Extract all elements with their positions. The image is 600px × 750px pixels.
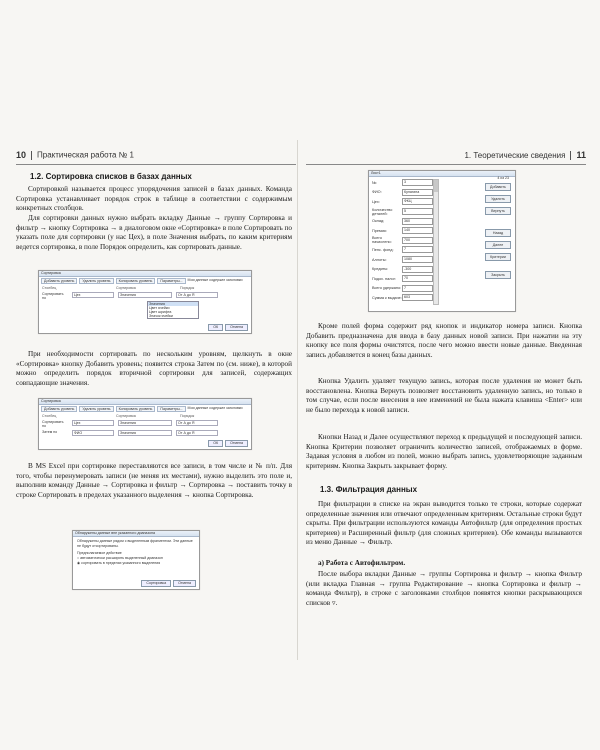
page-number: 10 [16,150,27,160]
criteria-button[interactable]: Критерии [485,253,511,261]
paragraph: После выбора вкладки Данные → группы Сортировка и фильтр → кнопка Фильтр (или вкладка Главная → группа Редактирование → кнопка Сортировка и фильтр → команда Фильтр), в строке с заголовками столбцов появятся кнопки раскрывающихся списков ▿. [306,570,582,607]
dropdown-option[interactable]: Значок ячейки [149,314,173,318]
sort-on-dropdown-list [147,301,199,319]
copy-level-button[interactable]: Копировать уровень [116,406,156,412]
sort-on-select[interactable]: Значения [118,420,172,426]
field-label: Сумма к выдаче: [372,295,402,300]
ok-button[interactable]: ОК [208,440,223,447]
dialog-title: Обнаружены данные вне указанного диапазона [73,531,199,537]
form-fields [369,178,433,303]
left-page [16,150,296,650]
cancel-button[interactable]: Отмена [225,440,248,447]
field-label: Подох. налог: [372,276,397,281]
field-input[interactable]: 70 [402,275,433,282]
field-label: Количество деталей: [372,207,393,216]
paragraph: Кроме полей форма содержит ряд кнопок и индикатор номера записи. Кнопка Добавить предназначена для ввода в базу данных новой записи. При нажатии на эту кнопку все поля формы очистятся, после чего можно ввести новые данные. Введенная запись добавляется в конец базы данных. [306,322,582,359]
row-label: Затем по [42,430,58,434]
dropdown-option[interactable]: Цвет ячейки [149,306,170,310]
paragraph: Кнопки Назад и Далее осуществляют переход к предыдущей и последующей записи. Кнопка Критерии позволяет ограничить количество записей, отображаемых в форме. Задавая условия в любом из полей, можно выбрать запись, удовлетворяющие заданным критериям. Кнопка Закрыть закрывает форму. [306,433,582,470]
page-number: 11 [576,150,586,160]
field-label: Кредиты: [372,267,389,272]
ok-button[interactable]: ОК [208,324,223,331]
field-label: Всего удержано: [372,286,402,291]
order-select[interactable]: От А до Я [176,430,218,436]
form-title: Лист1 [369,171,515,177]
gutter [297,140,298,660]
field-input[interactable]: 1080 [402,256,433,263]
sort-dialog-two-levels-figure [38,398,252,450]
paragraph: В MS Excel при сортировке переставляются все записи, в том числе и № п/п. Для того, чтобы перенумеровать записи (не меняя их местами), нужно выделить это поле и, выполнив команду Данные → Сортировка и фильтр → Сортировка → поставить точку в строке Сортировать в пределах указанного выделения → кнопка Сортировка. [16,462,292,499]
add-record-button[interactable]: Добавить [485,183,511,191]
column-select[interactable]: Цех [72,292,114,298]
row-label: Сортировать по [42,292,64,300]
field-input[interactable]: 603 [402,294,433,301]
headers-checkbox-label[interactable]: Мои данные содержат заголовки [187,278,243,282]
field-input[interactable]: 700 [402,237,433,244]
column-header: Порядок [180,414,195,418]
dropdown-option[interactable]: Значения [148,302,198,306]
add-level-button[interactable]: Добавить уровень [41,278,77,284]
field-input[interactable]: ФКЦ [402,198,433,205]
field-input[interactable]: 7 [402,246,433,253]
column-select[interactable]: Цех [72,420,114,426]
field-label: ФИО: [372,190,382,195]
right-page-header [306,150,586,165]
field-label: №: [372,180,378,185]
dialog-prompt: Предполагаемое действие [77,551,122,555]
dialog-message: Обнаружены данные рядом с выделенным фрагментом. Эти данные не будут отсортированы. [77,539,193,548]
options-button[interactable]: Параметры... [157,406,185,412]
field-label: Оклад: [372,219,385,224]
add-level-button[interactable]: Добавить уровень [41,406,77,412]
column-header: Порядок [180,286,195,290]
sort-on-select[interactable]: Значения [118,292,172,298]
paragraph: Кнопка Удалить удаляет текущую запись, которая после удаления не может быть восстановлена. Кнопка Вернуть позволяет восстановить удаленную запись, но только в том случае, если после внесения в нее изменений не была нажата клавиша <Enter> или не было перехода к новой записи. [306,377,582,414]
restore-record-button[interactable]: Вернуть [485,207,511,215]
form-buttons [485,183,511,283]
section-heading: 1.2. Сортировка списков в базах данных [30,172,192,181]
field-input[interactable]: 360 [402,218,433,225]
radio-label: сортировать в пределах указанного выделения [81,561,161,565]
row-label: Сортировать по [42,420,64,428]
cancel-button[interactable]: Отмена [173,580,196,587]
paragraph: Сортировкой называется процесс упорядочения записей в базах данных. Команда Сортировка устанавливает порядок строк в таблице в соответствии с содержимым конкретных столбцов. [16,185,292,213]
column-header: Сортировка [116,286,136,290]
field-input[interactable]: Кулагина [402,189,433,196]
column-header: Столбец [42,414,57,418]
order-select[interactable]: От А до Я [176,420,218,426]
field-label: Пенс. фонд: [372,247,394,252]
form-scrollbar[interactable] [433,179,439,305]
right-page [306,150,586,650]
column-header: Сортировка [116,414,136,418]
field-label: Аллоты: [372,257,387,262]
paragraph: Для сортировки данных нужно выбрать вкладку Данные → группу Сортировка и фильтр → кнопку Сортировка → в диалоговом окне «Сортировка» в поле Сортировать по указать поле для сортировки (у нас Цех), в поле Значения выбрать, по каким критериям ведется сортировка, в поле Порядок определить, как сортировать данные. [16,214,292,251]
field-input[interactable]: 3 [402,179,433,186]
sort-dialog-figure [38,270,252,334]
column-header: Столбец [42,286,57,290]
delete-level-button[interactable]: Удалить уровень [79,406,113,412]
section-heading: 1.3. Фильтрация данных [320,485,418,494]
sort-button[interactable]: Сортировка [141,580,171,587]
radio-option-expand[interactable]: ○ автоматически расширить выделенный диапазон [77,556,163,560]
field-input[interactable]: -300 [402,266,433,273]
close-form-button[interactable]: Закрыть [485,271,511,279]
next-record-button[interactable]: Далее [485,241,511,249]
options-button[interactable]: Параметры... [157,278,185,284]
field-input[interactable]: 5 [402,208,433,215]
column-select[interactable]: ФИО [72,430,114,436]
copy-level-button[interactable]: Копировать уровень [116,278,156,284]
sort-on-select[interactable]: Значения [118,430,172,436]
radio-option-current-selection[interactable]: ◉ сортировать в пределах указанного выделения [77,561,161,565]
headers-checkbox-label[interactable]: Мои данные содержат заголовки [187,406,243,410]
order-select[interactable]: От А до Я [176,292,218,298]
left-page-header [16,150,296,165]
delete-record-button[interactable]: Удалить [485,195,511,203]
field-input[interactable]: 7 [402,285,433,292]
field-label: Всего начислено: [372,236,392,245]
paragraph: При необходимости сортировать по нескольким уровням, щелкнуть в окне «Сортировка» кнопку Добавить уровень; появится строка Затем по (см. ниже), в которой можно определить порядок вторичной сортировки для записей, содержащих совпадающие значения. [16,350,292,387]
sort-warning-dialog-figure [72,530,200,590]
data-form-figure [368,170,516,312]
record-counter: 4 из 23 [497,176,509,180]
previous-record-button[interactable]: Назад [485,229,511,237]
dialog-title: Сортировка [39,271,251,277]
paragraph: При фильтрации в списке на экран выводится только те строки, которые содержат определенные значения или отвечают определенным критериям. Остальные строки будут скрыты. При фильтрации используются команды Автофильтр (для определения простых критериев) и Расширенный фильтр (для сложных критериев). Обе команды вызываются из меню Данные → Фильтр. [306,500,582,547]
running-title: 1. Теоретические сведения [464,151,566,160]
radio-label: автоматически расширить выделенный диапазон [80,556,163,560]
dialog-title: Сортировка [39,399,251,405]
field-label: Премия: [372,228,387,233]
field-input[interactable]: 140 [402,227,433,234]
running-title: Практическая работа № 1 [37,150,134,160]
delete-level-button[interactable]: Удалить уровень [79,278,113,284]
subheading: а) Работа с Автофильтром. [318,559,406,567]
field-label: Цех: [372,199,380,204]
cancel-button[interactable]: Отмена [225,324,248,331]
dropdown-option[interactable]: Цвет шрифта [149,310,172,314]
